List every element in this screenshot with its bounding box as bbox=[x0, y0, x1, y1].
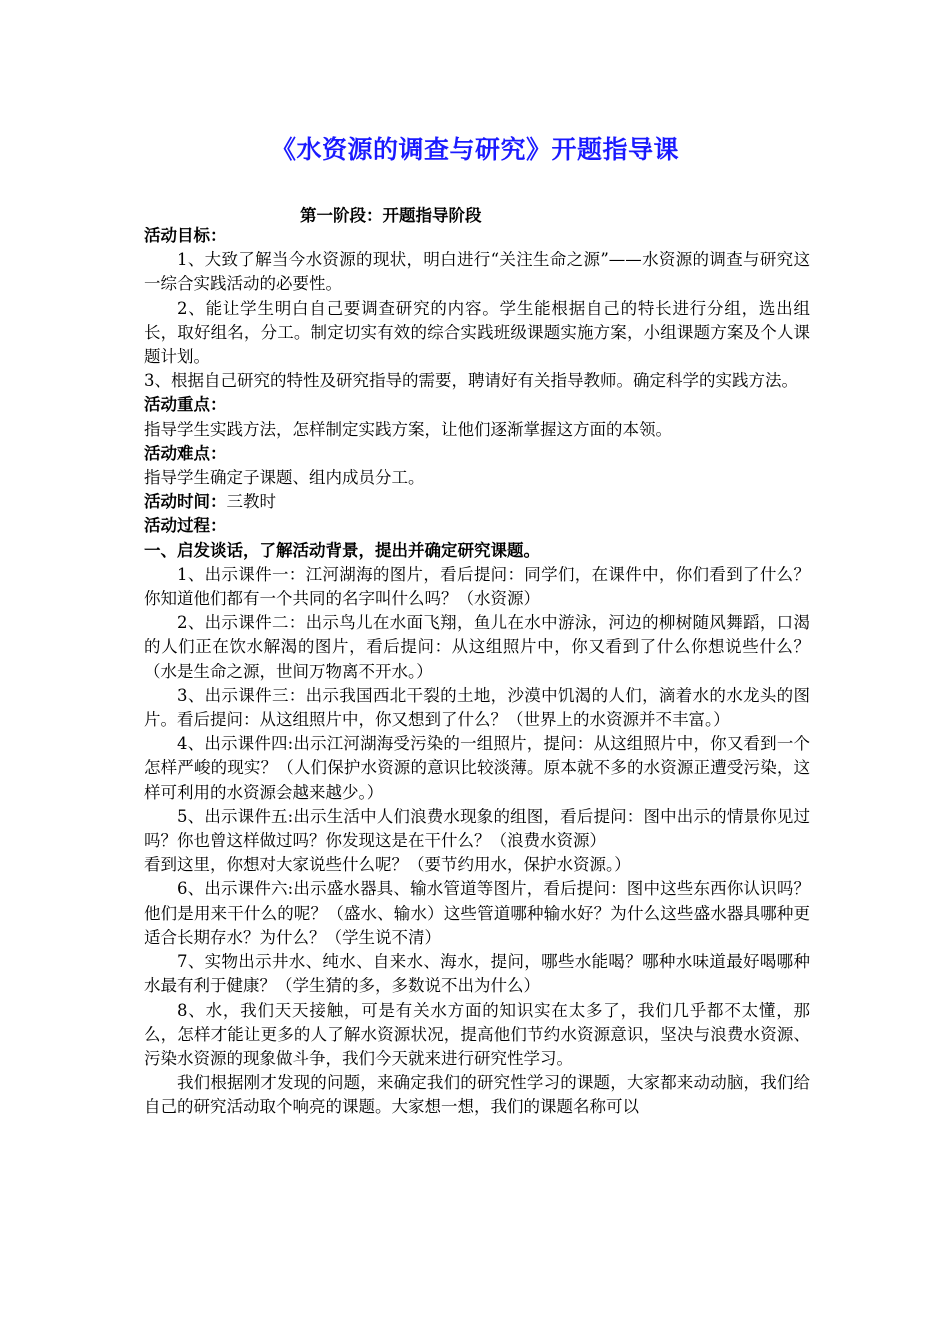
section-heading: 一、启发谈话，了解活动背景，提出并确定研究课题。 bbox=[144, 540, 540, 560]
process-note: 看到这里，你想对大家说些什么呢？（要节约用水，保护水资源。） bbox=[144, 855, 631, 875]
process-item: 8、水，我们天天接触，可是有关水方面的知识实在太多了，我们几乎都不太懂，那么，怎样才能让更多的人了解水资源状况，提高他们节约水资源意识，坚决与浪费水资源、污染水资源的现象做斗争，我们今天就来进行研究性学习。 bbox=[144, 1000, 810, 1068]
process-item: 7、实物出示井水、纯水、自来水、海水，提问，哪些水能喝？哪种水味道最好喝哪种水最有利于健康？（学生猜的多，多数说不出为什么） bbox=[144, 952, 810, 996]
process-item: 6、出示课件六:出示盛水器具、输水管道等图片，看后提问：图中这些东西你认识吗？他们是用来干什么的呢？（盛水、输水）这些管道哪种输水好？为什么这些盛水器具哪种更适合长期存水？为什么？（学生说不清） bbox=[144, 879, 810, 947]
time-value: 三教时 bbox=[226, 492, 276, 512]
process-heading: 活动过程： bbox=[144, 516, 227, 536]
goals-heading: 活动目标： bbox=[144, 226, 227, 245]
goal-item: 2、能让学生明白自己要调查研究的内容。学生能根据自己的特长进行分组，选出组长，取好组名，分工。制定切实有效的综合实践班级课题实施方案，小组课题方案及个人课题计划。 bbox=[144, 298, 810, 367]
process-item: 我们根据刚才发现的问题，来确定我们的研究性学习的课题，大家都来动动脑，我们给自己的研究活动取个响亮的课题。大家想一想，我们的课题名称可以 bbox=[144, 1073, 810, 1117]
focus-heading: 活动重点： bbox=[144, 395, 227, 415]
stage-heading: 第一阶段：开题指导阶段 bbox=[300, 206, 482, 225]
time-line bbox=[144, 490, 810, 514]
document-body bbox=[144, 224, 810, 1120]
process-item: 3、出示课件三：出示我国西北干裂的土地，沙漠中饥渴的人们，滴着水的水龙头的图片。看后提问：从这组照片中，你又想到了什么？（世界上的水资源并不丰富。） bbox=[144, 685, 810, 730]
difficulty-text: 指导学生确定子课题、组内成员分工。 bbox=[144, 468, 425, 488]
process-item: 5、出示课件五:出示生活中人们浪费水现象的组图，看后提问：图中出示的情景你见过吗？你也曾这样做过吗？你发现这是在干什么？（浪费水资源） bbox=[144, 806, 810, 851]
process-item: 4、出示课件四:出示江河湖海受污染的一组照片，提问：从这组照片中，你又看到一个怎样严峻的现实？（人们保护水资源的意识比较淡薄。原本就不多的水资源正遭受污染，这样可利用的水资源会越来越少。） bbox=[144, 734, 810, 802]
process-item: 1、出示课件一：江河湖海的图片，看后提问：同学们，在课件中，你们看到了什么？你知道他们都有一个共同的名字叫什么吗？（水资源） bbox=[144, 564, 810, 609]
time-heading: 活动时间： bbox=[144, 492, 227, 512]
document-title: 《水资源的调查与研究》开题指导课 bbox=[270, 135, 679, 164]
difficulty-heading: 活动难点： bbox=[144, 443, 227, 463]
goal-item: 1、大致了解当今水资源的现状，明白进行“关注生命之源”——水资源的调查与研究这一综合实践活动的必要性。 bbox=[144, 250, 810, 294]
goal-item: 3、根据自己研究的特性及研究指导的需要，聘请好有关指导教师。确定科学的实践方法。 bbox=[144, 371, 798, 391]
process-item: 2、出示课件二：出示鸟儿在水面飞翔，鱼儿在水中游泳，河边的柳树随风舞蹈，口渴的人们正在饮水解渴的图片，看后提问：从这组照片中，你又看到了什么你想说些什么？（水是生命之源，世间万物离不开水。） bbox=[144, 613, 810, 681]
focus-text: 指导学生实践方法，怎样制定实践方案，让他们逐渐掌握这方面的本领。 bbox=[144, 419, 672, 439]
